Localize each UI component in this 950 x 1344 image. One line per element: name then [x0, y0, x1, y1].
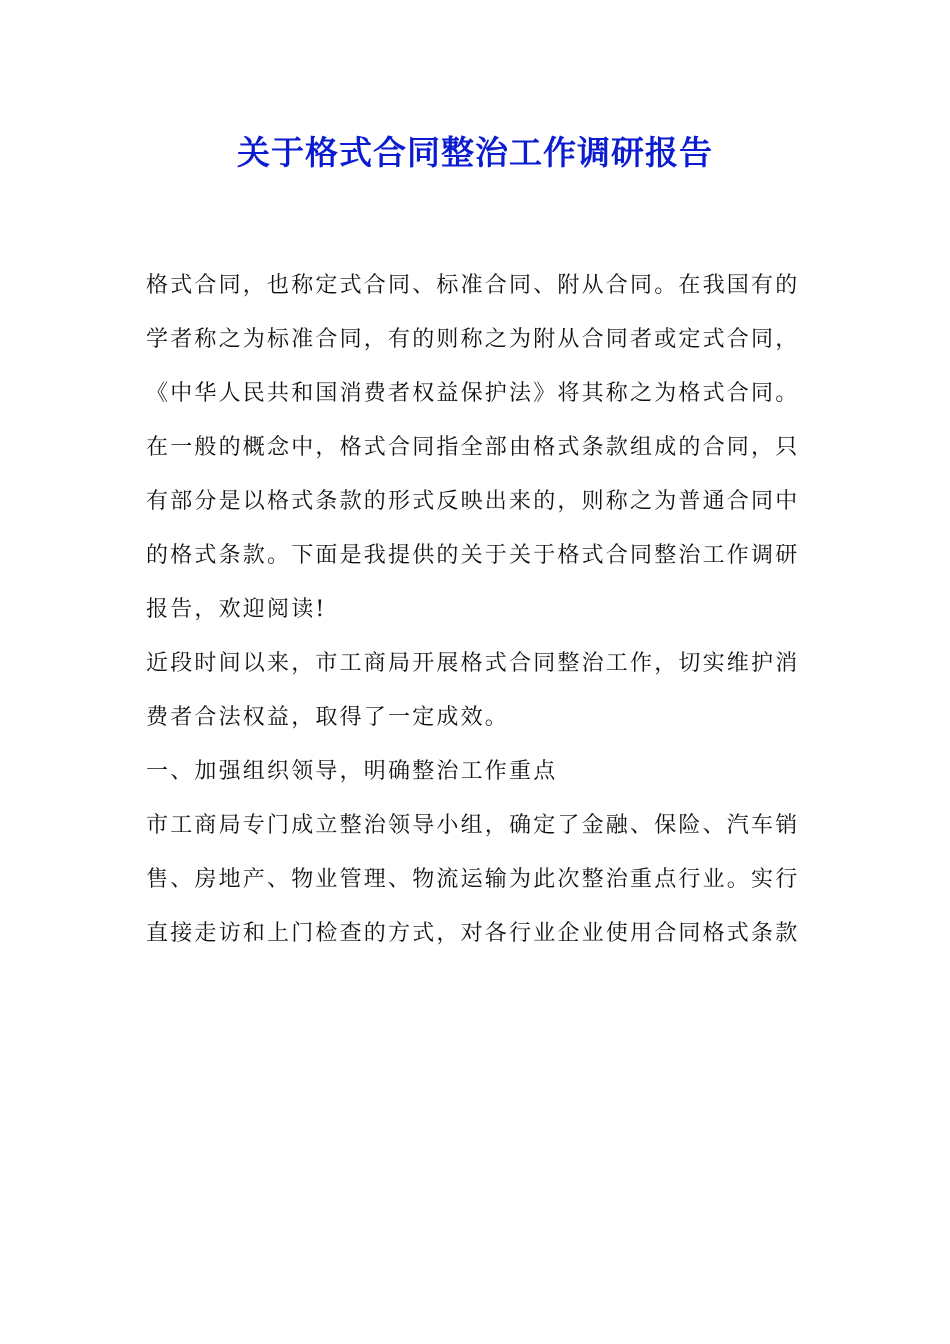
- section-heading: 一、加强组织领导，明确整治工作重点: [146, 759, 558, 784]
- body-line: 费者合法权益，取得了一定成效。: [146, 705, 510, 730]
- body-line: 近段时间以来，市工商局开展格式合同整治工作，切实维护消: [146, 651, 800, 676]
- body-line: 在一般的概念中，格式合同指全部由格式条款组成的合同，只: [146, 435, 800, 460]
- body-line: 有部分是以格式条款的形式反映出来的，则称之为普通合同中: [146, 489, 800, 514]
- body-line: 《中华人民共和国消费者权益保护法》将其称之为格式合同。: [146, 381, 800, 406]
- body-line: 直接走访和上门检查的方式，对各行业企业使用合同格式条款: [146, 921, 800, 946]
- body-line: 的格式条款。下面是我提供的关于关于格式合同整治工作调研: [146, 543, 800, 568]
- body-line: 售、房地产、物业管理、物流运输为此次整治重点行业。实行: [146, 867, 800, 892]
- body-line: 学者称之为标准合同，有的则称之为附从合同者或定式合同，: [146, 327, 800, 352]
- document-body: [146, 259, 806, 961]
- body-line: 市工商局专门成立整治领导小组，确定了金融、保险、汽车销: [146, 813, 800, 838]
- body-line: 报告，欢迎阅读!: [146, 597, 327, 622]
- body-line: 格式合同，也称定式合同、标准合同、附从合同。在我国有的: [146, 273, 800, 298]
- document-title: 关于格式合同整治工作调研报告: [237, 133, 713, 172]
